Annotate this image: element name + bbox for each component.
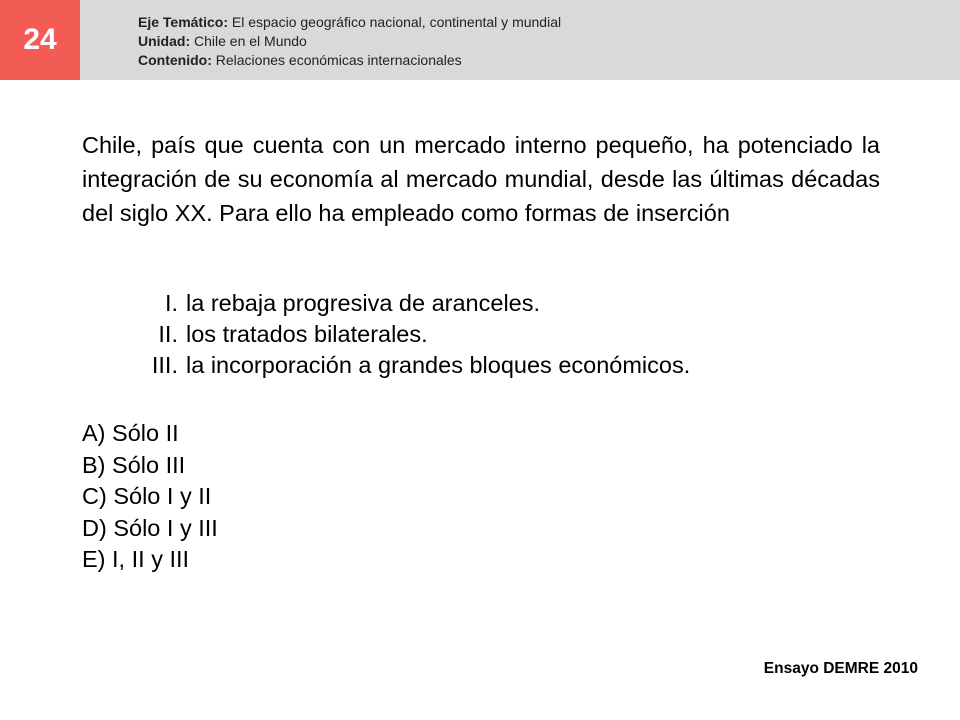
question-number-badge bbox=[0, 0, 80, 80]
eje-tematico-label: Eje Temático: bbox=[138, 14, 228, 30]
question-text: Chile, país que cuenta con un mercado interno pequeño, ha potenciado la integración de su economía al mercado mundial, desde las últimas décadas del siglo XX. Para ello ha empleado como formas de inserción bbox=[82, 132, 880, 226]
statement-item bbox=[82, 350, 880, 381]
eje-tematico-row bbox=[138, 13, 561, 32]
contenido-value: Relaciones económicas internacionales bbox=[211, 52, 462, 68]
header-meta bbox=[138, 13, 561, 70]
option-c: C) Sólo I y II bbox=[82, 483, 212, 509]
option-d: D) Sólo I y III bbox=[82, 514, 218, 541]
statement-item bbox=[82, 319, 880, 350]
source-footer: Ensayo DEMRE 2010 bbox=[763, 660, 918, 677]
statement-numeral: I. bbox=[164, 290, 178, 316]
statement-item bbox=[82, 288, 880, 319]
contenido-label: Contenido: bbox=[138, 52, 212, 68]
option-a: A) Sólo II bbox=[82, 420, 179, 446]
statement-numeral: II. bbox=[158, 321, 178, 347]
statement-text: los tratados bilaterales. bbox=[186, 321, 428, 347]
option-e: E) I, II y III bbox=[82, 546, 190, 572]
option-b: B) Sólo III bbox=[82, 451, 186, 478]
statement-text: la incorporación a grandes bloques económicos. bbox=[186, 352, 691, 378]
answer-options bbox=[82, 418, 218, 576]
statement-numeral: III. bbox=[151, 352, 178, 378]
statement-text: la rebaja progresiva de aranceles. bbox=[186, 290, 541, 316]
unidad-label: Unidad: bbox=[138, 33, 191, 49]
unidad-row bbox=[138, 32, 561, 51]
eje-tematico-value: El espacio geográfico nacional, continental y mundial bbox=[228, 14, 562, 30]
unidad-value: Chile en el Mundo bbox=[190, 33, 307, 49]
question-number: 24 bbox=[23, 23, 57, 56]
contenido-row bbox=[138, 51, 561, 70]
statements-list bbox=[82, 288, 880, 381]
